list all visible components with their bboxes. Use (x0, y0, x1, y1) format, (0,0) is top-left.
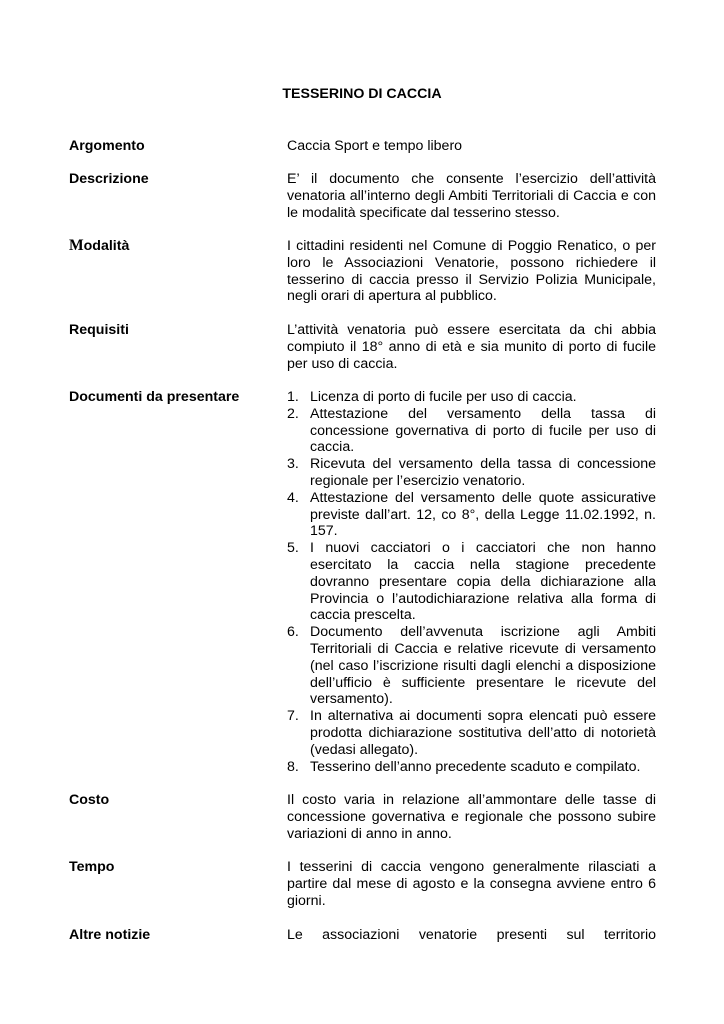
documents-list (287, 389, 656, 775)
item-text: Documento dell’avvenuta iscrizione agli Ambiti Territoriali di Caccia e relative ricevute di versamento (nel caso l’iscrizione risulti dagli elenchi a disposizione dell’ufficio è sufficiente presentare le ricevute del versamento). (310, 624, 656, 708)
section-value: L’attività venatoria può essere esercitata da chi abbia compiuto il 18° anno di età e sia munito di porto di fucile per uso di caccia. (287, 322, 656, 372)
item-text: Licenza di porto di fucile per uso di caccia. (310, 389, 577, 405)
list-item (287, 759, 656, 776)
list-item (287, 389, 656, 406)
list-item (287, 540, 656, 624)
section-value: E’ il documento che consente l’esercizio dell’attività venatoria all’interno degli Ambiti Territoriali di Caccia e con le modalità specificate dal tesserino stesso. (287, 171, 656, 221)
list-item (287, 490, 656, 540)
item-number: 4. (287, 489, 299, 506)
section-label: Requisiti (69, 322, 129, 338)
item-text: I nuovi cacciatori o i cacciatori che non hanno esercitato la caccia nella stagione precedente dovranno presentare copia della dichiarazione alla Provincia o l’autodichiarazione relativa alla forma di caccia prescelta. (310, 540, 656, 624)
item-number: 3. (287, 456, 299, 473)
label-initial: M (69, 237, 84, 254)
item-text: Attestazione del versamento della tassa di concessione governativa di porto di fucile per uso di caccia. (310, 405, 656, 456)
section-value: Il costo varia in relazione all’ammontare delle tasse di concessione governativa e regionale che possono subire variazioni di anno in anno. (287, 792, 656, 842)
section-label (69, 238, 279, 255)
item-text: Ricevuta del versamento della tassa di concessione regionale per l’esercizio venatorio. (310, 456, 656, 489)
section-value: Le associazioni venatorie presenti sul territorio (287, 927, 656, 943)
section-label: Documenti da presentare (69, 389, 240, 405)
section-label: Descrizione (69, 171, 149, 187)
label-rest: odalità (83, 238, 130, 254)
item-text: Tesserino dell’anno precedente scaduto e compilato. (310, 758, 641, 775)
section-label: Costo (69, 792, 110, 808)
list-item (287, 708, 656, 758)
section-value: I tesserini di caccia vengono generalmente rilasciati a partire dal mese di agosto e la consegna avviene entro 6 giorni. (287, 859, 656, 909)
section-value: Caccia Sport e tempo libero (287, 138, 463, 154)
item-text: In alternativa ai documenti sopra elencati può essere prodotta dichiarazione sostitutiva dell’atto di notorietà (vedasi allegato). (310, 708, 656, 758)
item-number: 5. (287, 540, 299, 557)
section-value: I cittadini residenti nel Comune di Poggio Renatico, o per loro le Associazioni Venatorie, possono richiedere il tesserino di caccia presso il Servizio Polizia Municipale, negli orari di apertura al pubblico. (287, 238, 656, 305)
item-number: 2. (287, 405, 299, 422)
item-number: 6. (287, 624, 299, 641)
section-label: Altre notizie (69, 927, 151, 943)
section-value (287, 389, 656, 775)
document-title: TESSERINO DI CACCIA (282, 86, 442, 102)
section-label: Tempo (69, 859, 115, 875)
section-label: Argomento (69, 138, 145, 154)
list-item (287, 406, 656, 456)
list-item (287, 624, 656, 708)
item-number: 8. (287, 758, 299, 775)
item-number: 1. (287, 389, 299, 405)
list-item (287, 456, 656, 490)
item-number: 7. (287, 708, 299, 725)
item-text: Attestazione del versamento delle quote assicurative previste dall’art. 12, co 8°, della Legge 11.02.1992, n. 157. (310, 489, 656, 540)
